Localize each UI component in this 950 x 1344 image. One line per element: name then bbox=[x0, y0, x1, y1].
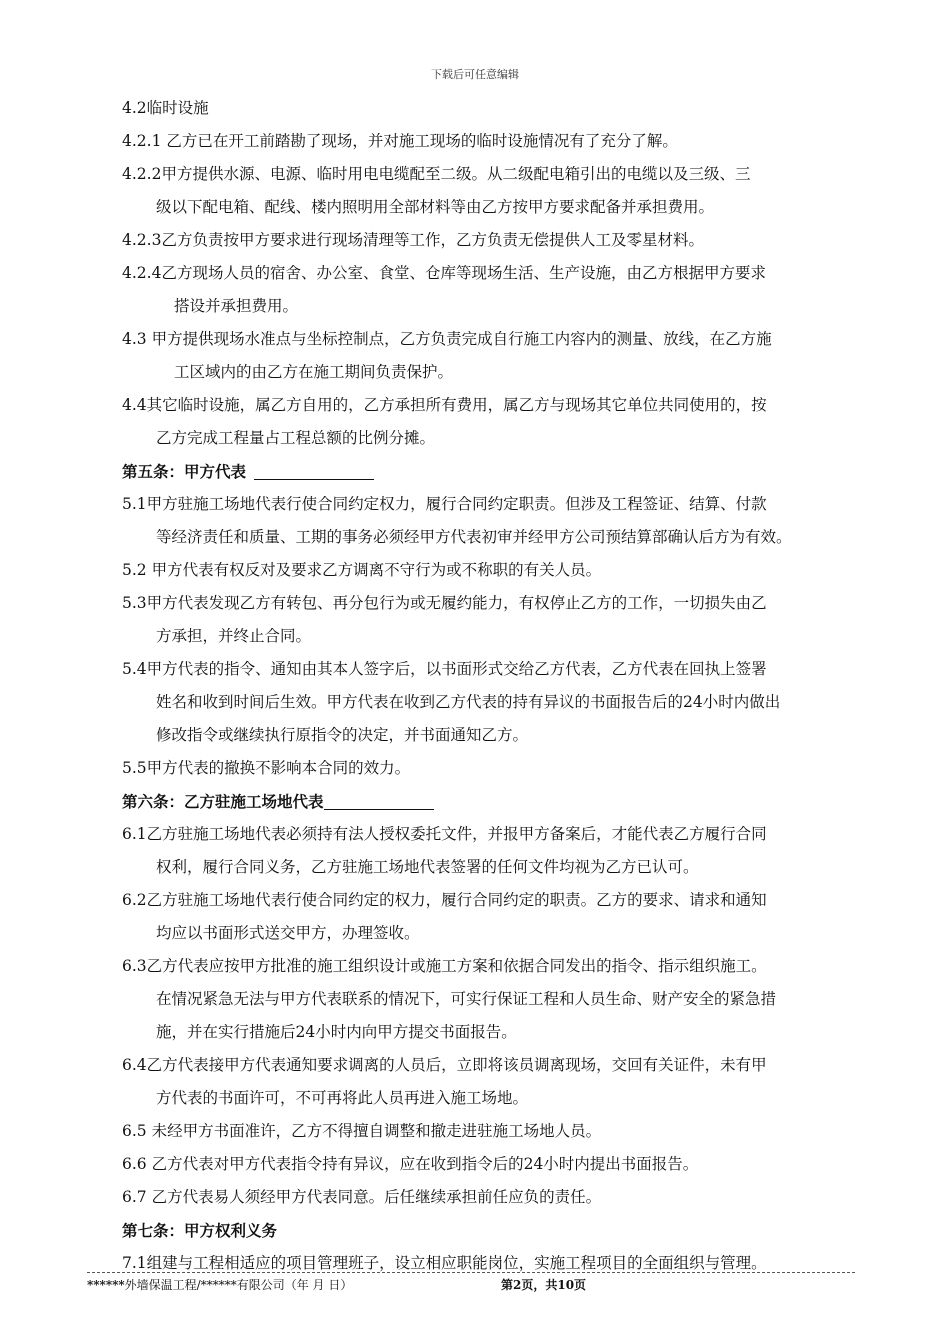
paragraph-continuation bbox=[122, 851, 868, 884]
paragraph-continuation bbox=[122, 422, 868, 455]
line-text: 第五条：甲方代表 bbox=[122, 462, 247, 481]
line-text: 5.5甲方代表的撤换不影响本合同的效力。 bbox=[122, 759, 411, 777]
clause-line bbox=[122, 554, 868, 587]
line-text: 方承担，并终止合同。 bbox=[156, 627, 312, 645]
paragraph-continuation bbox=[122, 983, 868, 1016]
clause-line bbox=[122, 587, 868, 620]
line-text: 4.2临时设施 bbox=[122, 99, 209, 117]
line-text: 级以下配电箱、配线、楼内照明用全部材料等由乙方按甲方要求配备并承担费用。 bbox=[156, 198, 715, 216]
line-text: 6.6 乙方代表对甲方代表指令持有异议，应在收到指令后的24小时内提出书面报告。 bbox=[122, 1155, 699, 1173]
paragraph-continuation bbox=[122, 620, 868, 653]
line-text: 4.2.2甲方提供水源、电源、临时用电电缆配至二级。从二级配电箱引出的电缆以及三级、三 bbox=[122, 165, 751, 183]
clause-line bbox=[122, 653, 868, 686]
clause-line bbox=[122, 884, 868, 917]
line-text: 5.2 甲方代表有权反对及要求乙方调离不守行为或不称职的有关人员。 bbox=[122, 561, 602, 579]
clause-line bbox=[122, 752, 868, 785]
page-header-note: 下载后可任意编辑 bbox=[431, 68, 519, 81]
line-text: 修改指令或继续执行原指令的决定，并书面通知乙方。 bbox=[156, 726, 529, 744]
line-text: 工区域内的由乙方在施工期间负责保护。 bbox=[174, 363, 454, 381]
line-text: 搭设并承担费用。 bbox=[174, 297, 299, 315]
paragraph-continuation bbox=[122, 521, 868, 554]
line-text: 4.4其它临时设施，属乙方自用的，乙方承担所有费用，属乙方与现场其它单位共同使用的，按 bbox=[122, 396, 767, 414]
line-text: 4.2.4乙方现场人员的宿舍、办公室、食堂、仓库等现场生活、生产设施，由乙方根据甲方要求 bbox=[122, 264, 766, 282]
clause-line bbox=[122, 389, 868, 422]
clause-line bbox=[122, 1148, 868, 1181]
fill-in-blank bbox=[324, 791, 434, 810]
line-text: 等经济责任和质量、工期的事务必须经甲方代表初审并经甲方公司预结算部确认后方为有效。 bbox=[156, 528, 792, 546]
document-body bbox=[122, 92, 868, 1280]
clause-line bbox=[122, 1115, 868, 1148]
clause-line bbox=[122, 818, 868, 851]
footer-company bbox=[87, 1276, 352, 1293]
footer-divider bbox=[87, 1272, 855, 1273]
line-text: 5.3甲方代表发现乙方有转包、再分包行为或无履约能力，有权停止乙方的工作，一切损失由乙 bbox=[122, 594, 767, 612]
line-text: 7.1组建与工程相适应的项目管理班子，设立相应职能岗位，实施工程项目的全面组织与管理。 bbox=[122, 1254, 767, 1272]
line-text: 均应以书面形式送交甲方，办理签收。 bbox=[156, 924, 420, 942]
clause-line bbox=[122, 224, 868, 257]
fill-in-blank bbox=[254, 461, 374, 480]
clause-line bbox=[122, 158, 868, 191]
line-text: 第七条：甲方权利义务 bbox=[122, 1221, 278, 1240]
paragraph-continuation bbox=[122, 290, 868, 323]
line-text: 方代表的书面许可，不可再将此人员再进入施工场地。 bbox=[156, 1089, 529, 1107]
line-text: 权利，履行合同义务，乙方驻施工场地代表签署的任何文件均视为乙方已认可。 bbox=[156, 858, 699, 876]
line-text: 5.4甲方代表的指令、通知由其本人签字后，以书面形式交给乙方代表，乙方代表在回执上签署 bbox=[122, 660, 767, 678]
clause-line bbox=[122, 1181, 868, 1214]
line-text: 姓名和收到时间后生效。甲方代表在收到乙方代表的持有异议的书面报告后的24小时内做出 bbox=[156, 693, 781, 711]
line-text: 6.4乙方代表接甲方代表通知要求调离的人员后，立即将该员调离现场，交回有关证件，未有甲 bbox=[122, 1056, 767, 1074]
paragraph-continuation bbox=[122, 686, 868, 719]
line-text: 施，并在实行措施后24小时内向甲方提交书面报告。 bbox=[156, 1023, 517, 1041]
paragraph-continuation bbox=[122, 1082, 868, 1115]
paragraph-continuation bbox=[122, 719, 868, 752]
footer-page-info: 第2页，共10页 bbox=[501, 1278, 587, 1292]
line-text: 第六条：乙方驻施工场地代表 bbox=[122, 792, 324, 811]
footer-company-mask: ****** bbox=[87, 1278, 125, 1292]
paragraph-continuation bbox=[122, 1016, 868, 1049]
paragraph-continuation bbox=[122, 191, 868, 224]
section-heading bbox=[122, 455, 868, 488]
clause-line bbox=[122, 257, 868, 290]
section-heading bbox=[122, 785, 868, 818]
line-text: 6.3乙方代表应按甲方批准的施工组织设计或施工方案和依据合同发出的指令、指示组织施工。 bbox=[122, 957, 767, 975]
line-text: 乙方完成工程量占工程总额的比例分摊。 bbox=[156, 429, 436, 447]
line-text: 5.1甲方驻施工场地代表行使合同约定权力，履行合同约定职责。但涉及工程签证、结算、付款 bbox=[122, 495, 767, 513]
line-text: 6.7 乙方代表易人须经甲方代表同意。后任继续承担前任应负的责任。 bbox=[122, 1188, 602, 1206]
clause-line bbox=[122, 125, 868, 158]
line-text: 6.5 未经甲方书面准许，乙方不得擅自调整和撤走进驻施工场地人员。 bbox=[122, 1122, 602, 1140]
section-heading bbox=[122, 1214, 868, 1247]
line-text: 在情况紧急无法与甲方代表联系的情况下，可实行保证工程和人员生命、财产安全的紧急措 bbox=[156, 990, 777, 1008]
paragraph-continuation bbox=[122, 917, 868, 950]
paragraph-continuation bbox=[122, 356, 868, 389]
line-text: 4.3 甲方提供现场水准点与坐标控制点，乙方负责完成自行施工内容内的测量、放线，在乙方施 bbox=[122, 330, 772, 348]
clause-line bbox=[122, 950, 868, 983]
line-text: 4.2.3乙方负责按甲方要求进行现场清理等工作，乙方负责无偿提供人工及零星材料。 bbox=[122, 231, 704, 249]
line-text: 6.1乙方驻施工场地代表必须持有法人授权委托文件，并报甲方备案后，才能代表乙方履行合同 bbox=[122, 825, 767, 843]
clause-line bbox=[122, 488, 868, 521]
clause-line bbox=[122, 323, 868, 356]
clause-line bbox=[122, 92, 868, 125]
line-text: 4.2.1 乙方已在开工前踏勘了现场，并对施工现场的临时设施情况有了充分了解。 bbox=[122, 132, 678, 150]
footer-company-text: 外墙保温工程/******有限公司（年 月 日） bbox=[124, 1278, 353, 1292]
line-text: 6.2乙方驻施工场地代表行使合同约定的权力，履行合同约定的职责。乙方的要求、请求和通知 bbox=[122, 891, 767, 909]
clause-line bbox=[122, 1049, 868, 1082]
